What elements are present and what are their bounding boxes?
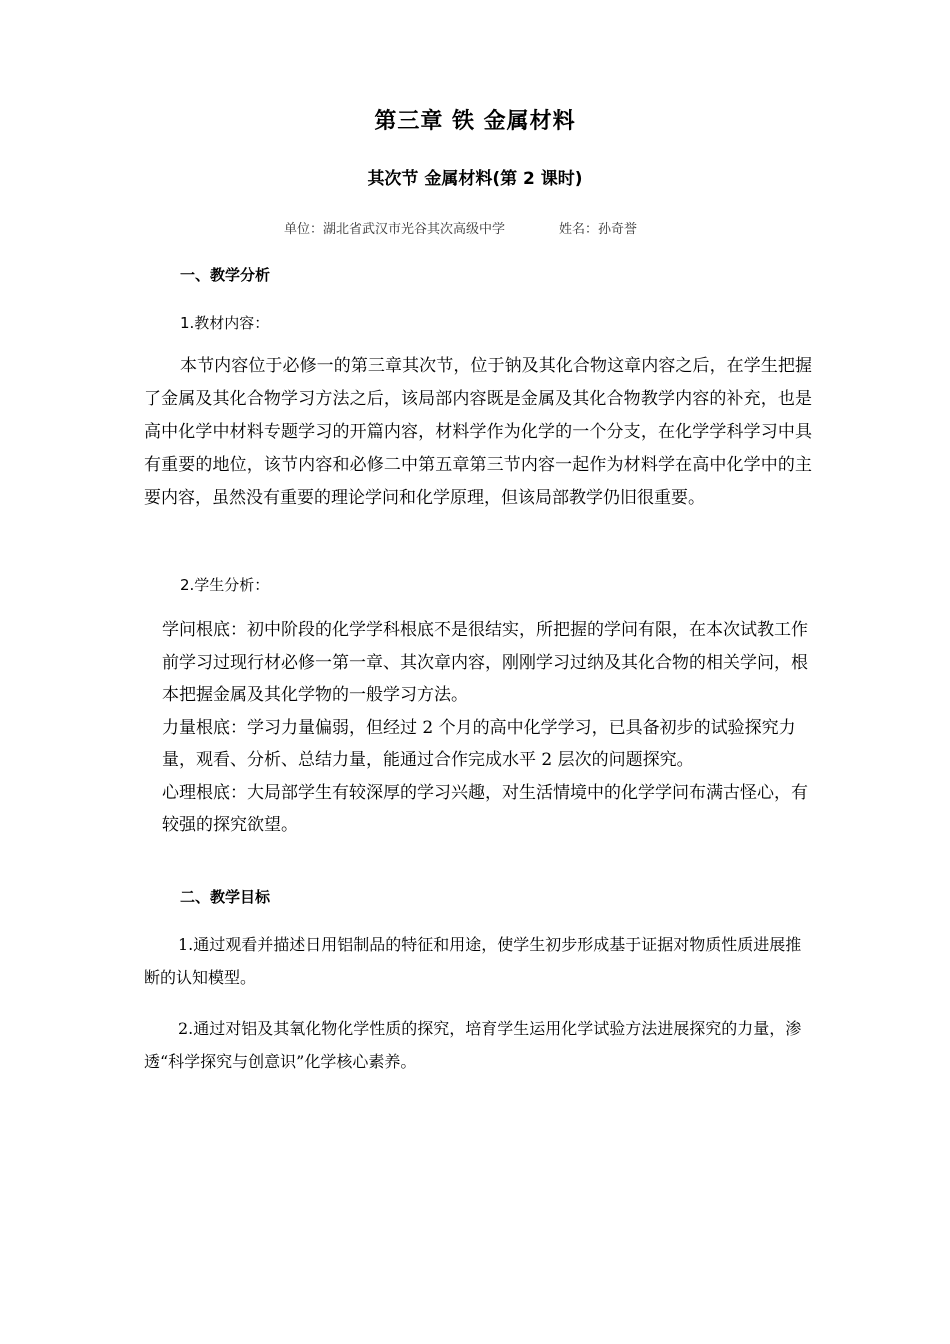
list-item: 心理根底：大局部学生有较深厚的学习兴趣，对生活情境中的化学学问布满古怪心，有较强的探究欲望。 [162, 782, 808, 835]
sub2-heading: 2.学生分析： [180, 576, 270, 594]
sub1-heading: 1.教材内容： [180, 314, 270, 332]
section-title: 其次节 金属材料(第 2 课时) [367, 169, 583, 189]
author-unit: 单位：湖北省武汉市光谷其次高级中学 [284, 222, 506, 237]
objective-2 [144, 1012, 812, 1078]
teaching-material-paragraph [144, 350, 812, 515]
chapter-title: 第三章 铁 金属材料 [374, 109, 576, 134]
objective-text: 2.通过对铝及其氧化物化学性质的探究，培育学生运用化学试验方法进展探究的力量，渗透“科学探究与创意识”化学核心素养。 [144, 1019, 802, 1071]
section2-heading: 二、教学目标 [180, 888, 271, 906]
student-analysis-list [162, 614, 814, 842]
objective-text: 1.通过观看并描述日用铝制品的特征和用途，使学生初步形成基于证据对物质性质进展推断的认知模型。 [144, 935, 802, 987]
list-item: 力量根底：学习力量偏弱，但经过 2 个月的高中化学学习，已具备初步的试验探究力量，观看、分析、总结力量，能通过合作完成水平 2 层次的问题探究。 [162, 717, 796, 770]
byline [284, 218, 637, 237]
author-name: 姓名：孙奇誉 [559, 222, 638, 237]
paragraph-text: 本节内容位于必修一的第三章其次节，位于钠及其化合物这章内容之后，在学生把握了金属及其化合物学习方法之后，该局部内容既是金属及其化合物教学内容的补充，也是高中化学中材料专题学习的开篇内容，材料学作为化学的一个分支，在化学学科学习中具有重要的地位，该节内容和必修二中第五章第三节内容一起作为材料学在高中化学中的主要内容，虽然没有重要的理论学问和化学原理，但该局部教学仍旧很重要。 [144, 356, 812, 508]
section1-heading: 一、教学分析 [180, 266, 271, 284]
objective-1 [144, 928, 812, 994]
list-item: 学问根底：初中阶段的化学学科根底不是很结实，所把握的学问有限，在本次试教工作前学习过现行材必修一第一章、其次章内容，刚刚学习过纳及其化合物的相关学问，根本把握金属及其化学物的一般学习方法。 [162, 620, 808, 705]
